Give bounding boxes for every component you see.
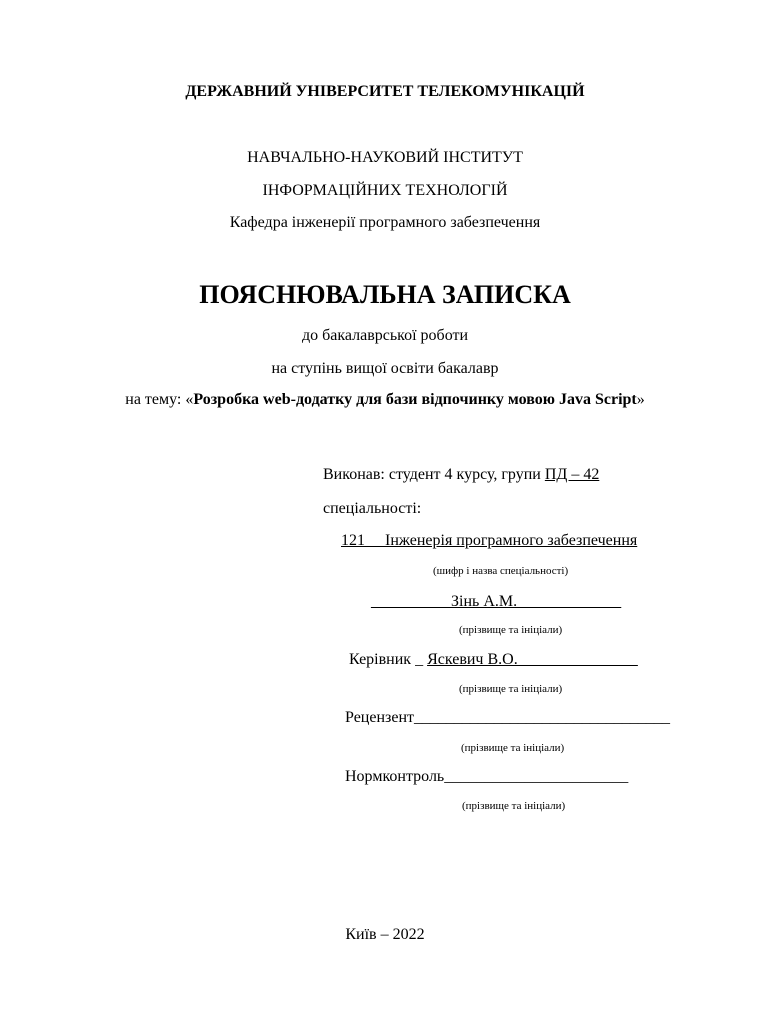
student-group: ПД – 42 [544, 466, 600, 483]
topic-suffix: » [636, 391, 645, 408]
thesis-topic: Розробка web-додатку для бази відпочинку мовою Java Script [193, 391, 637, 408]
thesis-topic-line [0, 390, 770, 410]
document-subtitle-1: до бакалаврської роботи [301, 327, 469, 344]
specialty-hint: (шифр і назва спеціальності) [433, 565, 569, 577]
student-name-hint: (прізвище та ініціали) [459, 624, 563, 636]
performer-line [323, 465, 599, 485]
supervisor-name: Яскевич В.О._______________ [427, 651, 638, 668]
reviewer-name-hint: (прізвище та ініціали) [461, 742, 565, 754]
topic-prefix: на тему: « [125, 391, 194, 408]
reviewer-line: Рецензент________________________________ [345, 709, 670, 726]
document-title: ПОЯСНЮВАЛЬНА ЗАПИСКА [199, 280, 571, 309]
city-year: Київ – 2022 [345, 926, 425, 943]
institute-name-line2: ІНФОРМАЦІЙНИХ ТЕХНОЛОГІЙ [262, 182, 508, 199]
normcontrol-name-hint: (прізвище та ініціали) [462, 800, 566, 812]
supervisor-label: Керівник _ [349, 651, 428, 668]
specialty-label: спеціальності: [323, 500, 422, 517]
institute-name-line1: НАВЧАЛЬНО-НАУКОВИЙ ІНСТИТУТ [247, 149, 523, 166]
student-name: __________Зінь А.М._____________ [371, 593, 622, 610]
specialty-value: 121__ Інженерія програмного забезпечення [341, 532, 638, 549]
supervisor-line [349, 650, 638, 670]
document-subtitle-2: на ступінь вищої освіти бакалавр [271, 360, 499, 377]
performer-label: Виконав: студент 4 курсу, групи [323, 466, 545, 483]
university-name: ДЕРЖАВНИЙ УНІВЕРСИТЕТ ТЕЛЕКОМУНІКАЦІЙ [185, 83, 585, 100]
normcontrol-line: Нормконтроль_______________________ [345, 768, 629, 785]
department-name: Кафедра інженерії програмного забезпечення [229, 214, 541, 231]
supervisor-name-hint: (прізвище та ініціали) [459, 683, 563, 695]
